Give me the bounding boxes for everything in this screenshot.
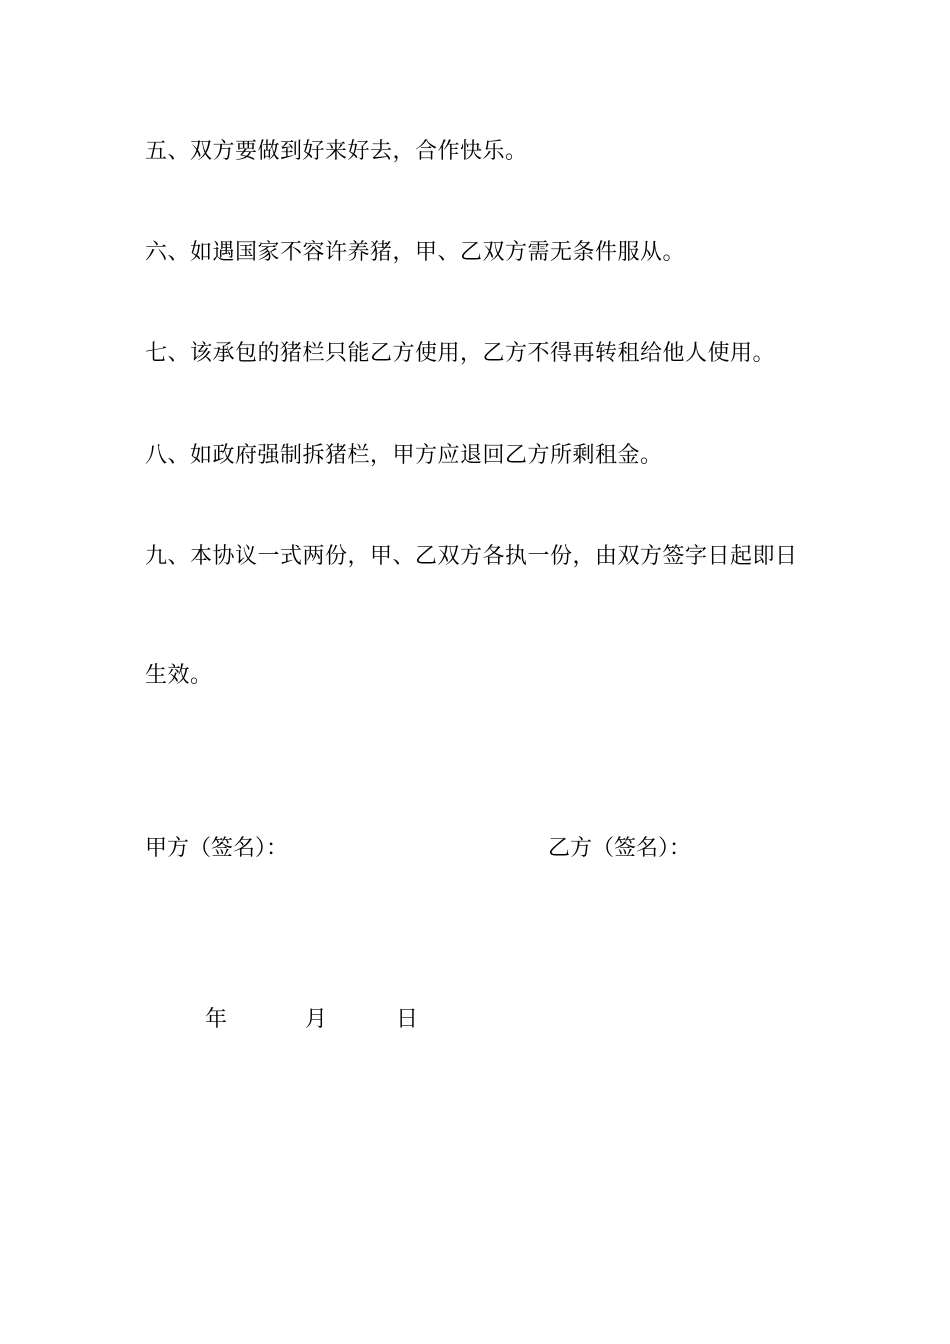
- clause-9-line-2: 生效。: [145, 663, 213, 688]
- date-day-label: 日: [396, 1007, 419, 1032]
- party-a-signature-label: 甲方（签名）：: [145, 836, 289, 861]
- party-b-signature-label: 乙方（签名）：: [548, 836, 692, 861]
- clause-5: 五、双方要做到好来好去，合作快乐。: [145, 139, 528, 164]
- clause-9-line-1: 九、本协议一式两份，甲、乙双方各执一份，由双方签字日起即日: [145, 544, 798, 569]
- clause-6: 六、如遇国家不容许养猪，甲、乙双方需无条件服从。: [145, 240, 686, 265]
- clause-7: 七、该承包的猪栏只能乙方使用，乙方不得再转租给他人使用。: [145, 341, 776, 366]
- clause-8: 八、如政府强制拆猪栏，甲方应退回乙方所剩租金。: [145, 443, 663, 468]
- date-year-label: 年: [205, 1007, 228, 1032]
- date-month-label: 月: [305, 1007, 328, 1032]
